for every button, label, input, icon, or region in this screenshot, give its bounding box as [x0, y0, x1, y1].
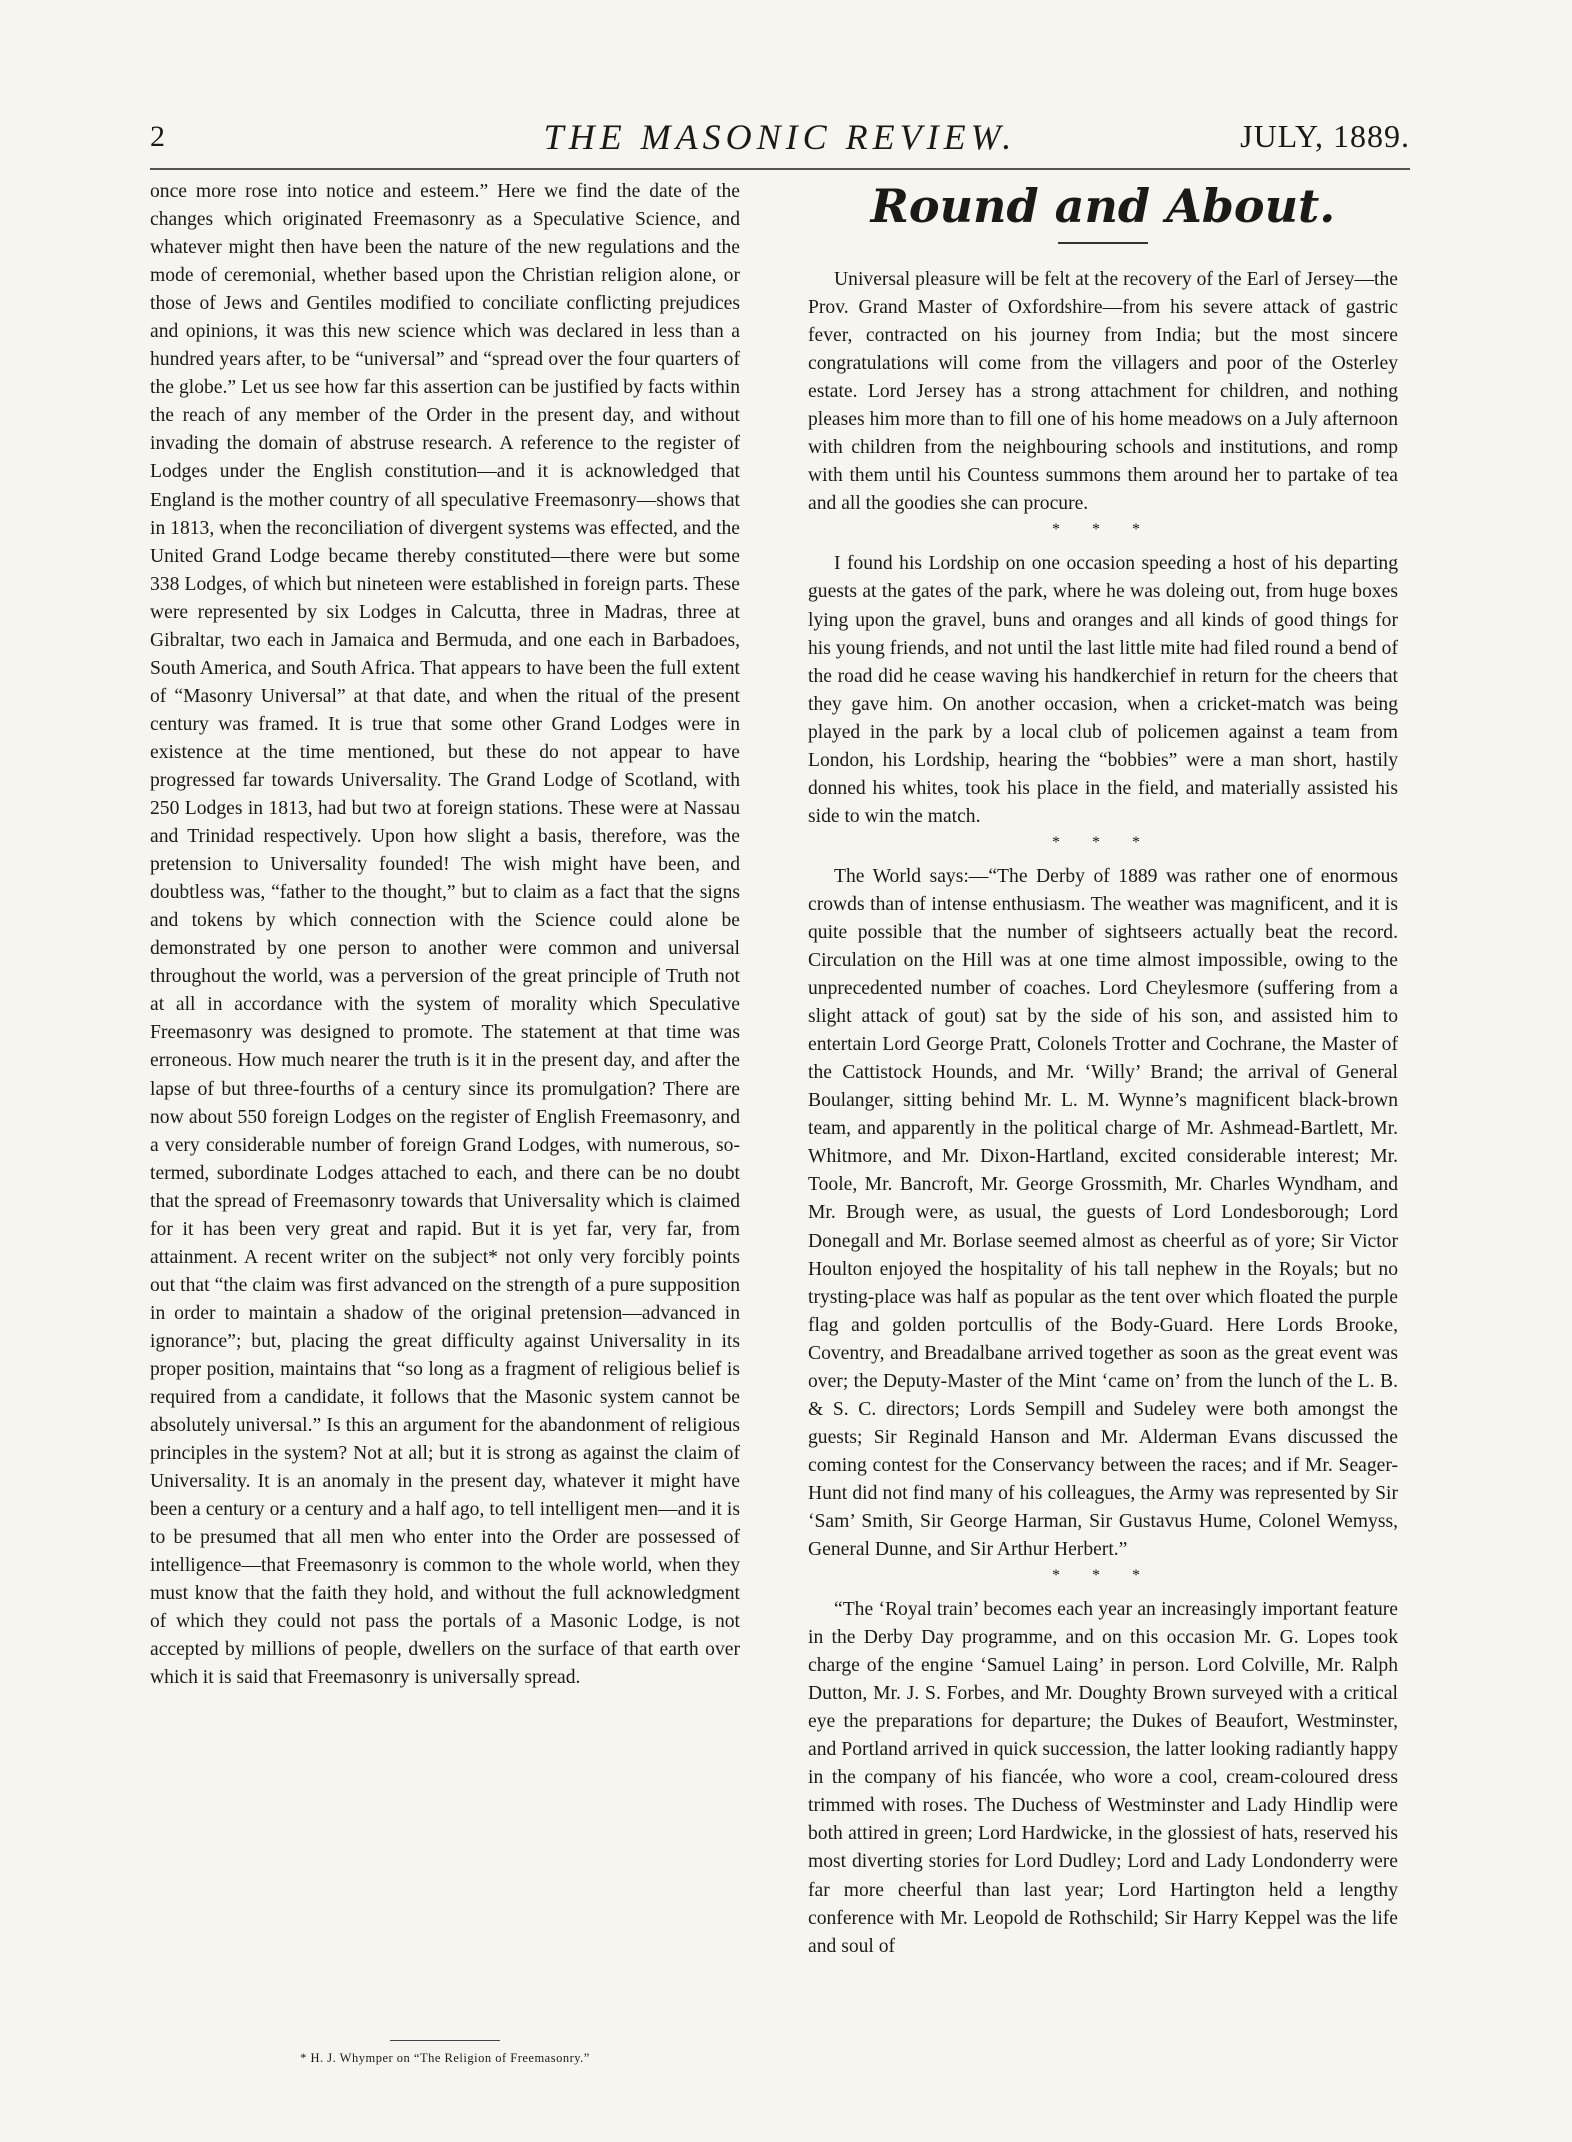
right-paragraph-3: The World says:—“The Derby of 1889 was rather one of enormous crowds than of intense enthusiasm. The weather was magnificent, and it is quite possible that the number of sightseers actually beat the record. Circulation on the Hill was at one time almost impossible, owing to the unprecedented number of coaches. Lord Cheylesmore (suffering from a slight attack of gout) sat by the side of his son, and assisted him to entertain Lord George Pratt, Colonels Trotter and Cochrane, the Master of the Cattistock Hounds, and Mr. ‘Willy’ Brand; the arrival of General Boulanger, sitting behind Mr. L. M. Wynne’s magnificent black-brown team, and apparently in the political charge of Mr. Ashmead-Bartlett, Mr. Whitmore, and Mr. Dixon-Hartland, excited considerable interest; Mr. Toole, Mr. Bancroft, Mr. George Grossmith, Mr. Charles Wyndham, and Mr. Brough were, as usual, the guests of Lord Londesborough; Lord Donegall and Mr. Borlase seemed almost as cheerful as of yore; Sir Victor Houlton enjoyed the hospitality of his tall nephew in the Royals; but no trysting-place was half as popular as the tent over which floated the purple flag and golden portcullis of the Body-Guard. Here Lords Brooke, Coventry, and Breadalbane arrived together as soon as the great event was over; the Deputy-Master of the Mint ‘came on’ from the lunch of the L. B. & S. C. directors; Lords Sempill and Sudeley were both amongst the guests; Sir Reginald Hanson and Mr. Alderman Evans discussed the coming contest for the Conservancy between the races; and if Mr. Seager-Hunt did not find many of his colleagues, the Army was represented by Sir ‘Sam’ Smith, Sir George Harman, Sir Gustavus Hume, Colonel Wemyss, General Dunne, and Sir Arthur Herbert.” — [808, 865, 1398, 1561]
issue-date: JULY, 1889. — [1240, 118, 1410, 154]
section-title: Round and About. — [870, 179, 1336, 233]
right-paragraph-2: I found his Lordship on one occasion speeding a host of his departing guests at the gates of the park, where he was doleing out, from huge boxes lying upon the gravel, buns and oranges and all kinds of good things for his young friends, and not until the last little mite had filed round a bend of the road did he cease waving his handkerchief in return for the cheers that they gave him. On another occasion, when a cricket-match was being played in the park by a local club of policemen against a team from London, his Lordship, hearing the “bobbies” were a man short, hastily donned his whites, took his place in the field, and materially assisted his side to win the match. — [808, 553, 1398, 827]
left-paragraph-1: once more rose into notice and esteem.” Here we find the date of the changes which originated Freemasonry as a Speculative Science, and whatever might then have been the nature of the new regulations and the mode of ceremonial, whether based upon the Christian religion alone, or those of Jews and Gentiles modified to conciliate conflicting prejudices and opinions, it was this new science which was declared in less than a hundred years after, to be “universal” and “spread over the four quarters of the globe.” Let us see how far this assertion can be justified by facts within the reach of any member of the Order in the present day, and without invading the domain of abstruse research. A reference to the register of Lodges under the English constitution—and it is acknowledged that England is the mother country of all speculative Freemasonry—shows that in 1813, when the reconciliation of divergent systems was effected, and the United Grand Lodge became thereby constituted—there were but some 338 Lodges, of which but nineteen were established in foreign parts. These were represented by six Lodges in Calcutta, three in Madras, three at Gibraltar, two each in Jamaica and Bermuda, and one each in Barbadoes, South America, and South Africa. That appears to have been the full extent of “Masonry Universal” at that date, and when the ritual of the present century was framed. It is true that some other Grand Lodges were in existence at the time mentioned, but these do not appear to have progressed far towards Universality. The Grand Lodge of Scotland, with 250 Lodges in 1813, had but two at foreign stations. These were at Nassau and Trinidad respectively. Upon how slight a basis, therefore, was the pretension to Universality founded! The wish might have been, and doubtless was, “father to the thought,” but to claim as a fact that the signs and tokens by which connection with the Science could alone be demonstrated by one person to another were common and universal throughout the world, was a perversion of the great principle of Truth not at all in accordance with the system of morality which Speculative Freemasonry was designed to promote. The statement at that time was erroneous. How much nearer the truth is it in the present day, and after the lapse of but three-fourths of a century since its promulgation? There are now about 550 foreign Lodges on the register of English Freemasonry, and a very considerable number of foreign Grand Lodges, with numerous, so-termed, subordinate Lodges attached to each, and there can be no doubt that the spread of Freemasonry towards that Universality which is claimed for it has been very great and rapid. But it is yet far, very far, from attainment. A recent writer on the subject* not only very forcibly points out that “the claim was first advanced on the strength of a pure supposition in order to maintain a shadow of the original pretension—advanced in ignorance”; but, placing the great difficulty against Universality in its proper position, maintains that “so long as a fragment of religious belief is required from a candidate, it follows that the Masonic system cannot be absolutely universal.” Is this an argument for the abandonment of religious principles in the system? Not at all; but it is strong as against the claim of Universality. It is an anomaly in the present day, whatever it might have been a century or a century and a half ago, to tell intelligent men—and it is to be presumed that all men who enter into the Order are possessed of intelligence—that Freemasonry is common to the whole world, when they must know that the faith they hold, and without the full acknowledgment of which they could not pass the portals of a Masonic Lodge, is not accepted by millions of people, dwellers on the surface of that earth over which it is said that Freemasonry is universally spread. — [150, 181, 740, 1689]
footnote-area — [150, 2040, 740, 2066]
section-break-stars: * * * — [1052, 833, 1154, 851]
right-paragraph-4: “The ‘Royal train’ becomes each year an increasingly important feature in the Derby Day programme, and on this occasion Mr. G. Lopes took charge of the engine ‘Samuel Laing’ in person. Lord Colville, Mr. Ralph Dutton, Mr. J. S. Forbes, and Mr. Doughty Brown surveyed with a critical eye the preparations for departure; the Dukes of Beaufort, Westminster, and Portland arrived in quick succession, the latter looking radiantly happy in the company of his fiancée, who wore a cool, cream-coloured dress trimmed with roses. The Duchess of Westminster and Lady Hindlip were both attired in green; Lord Hardwicke, in the glossiest of hats, reserved his most diverting stories for Lord Dudley; Lord and Lady Londonderry were far more cheerful than last year; Lord Hartington held a lengthy conference with Mr. Leopold de Rothschild; Sir Harry Keppel was the life and soul of — [808, 1599, 1398, 1957]
page-number: 2 — [150, 120, 165, 153]
header-rule — [150, 168, 1410, 170]
footnote: * H. J. Whymper on “The Religion of Freemasonry.” — [300, 2051, 590, 2065]
running-header — [150, 112, 1410, 172]
publication-title: THE MASONIC REVIEW. — [543, 117, 1017, 157]
section-break-stars: * * * — [1052, 521, 1154, 539]
right-column — [808, 178, 1398, 1961]
right-paragraph-1: Universal pleasure will be felt at the recovery of the Earl of Jersey—the Prov. Grand Master of Oxfordshire—from his severe attack of gastric fever, contracted on his journey from India; but the most sincere congratulations will come from the villagers and poor of the Osterley estate. Lord Jersey has a strong attachment for children, and nothing pleases him more than to fill one of his home meadows on a July afternoon with children from the neighbouring schools and institutions, and romp with them until his Countess summons them around her to partake of tea and all the goodies she can procure. — [808, 269, 1398, 515]
section-break-stars: * * * — [1052, 1567, 1154, 1585]
footnote-rule — [390, 2040, 500, 2041]
title-rule — [1058, 242, 1148, 244]
left-column — [150, 178, 740, 1693]
